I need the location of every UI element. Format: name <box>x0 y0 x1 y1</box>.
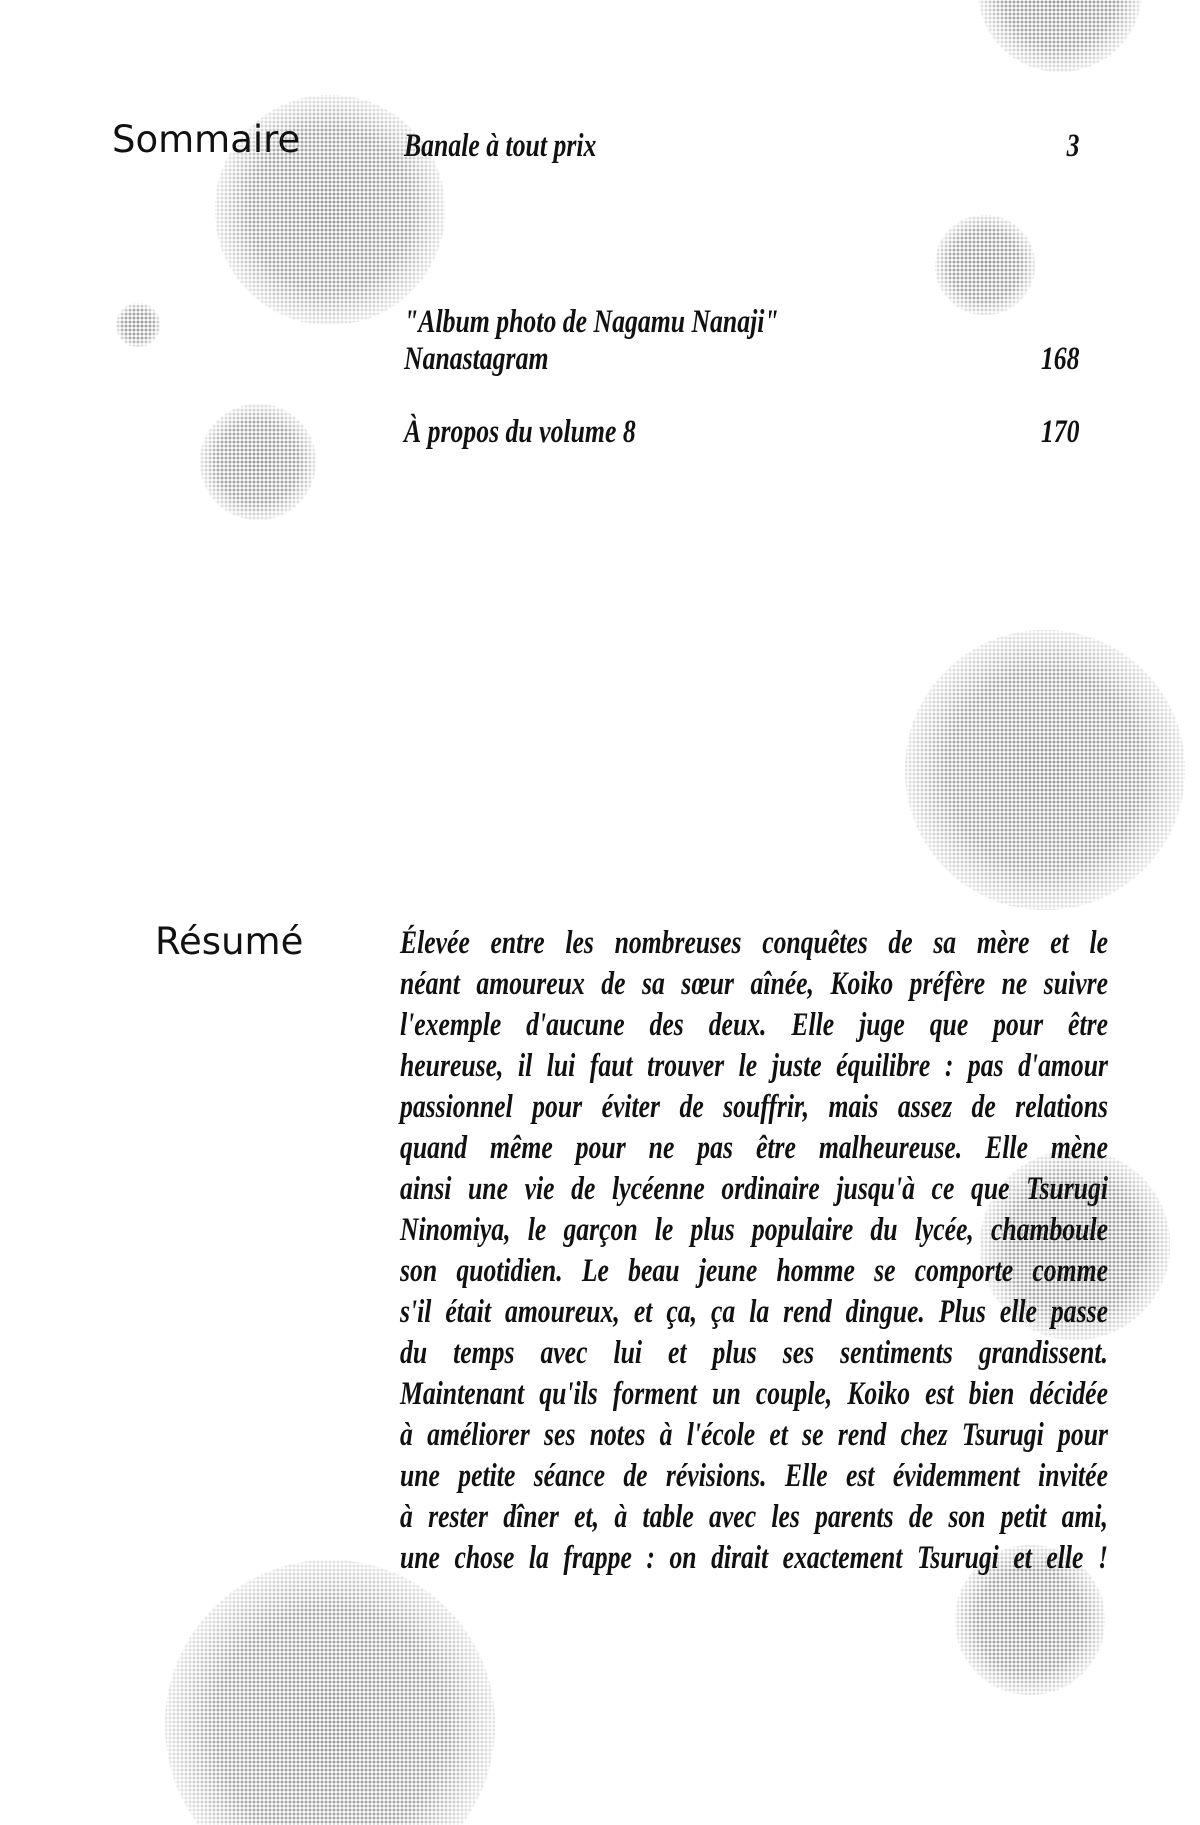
resume-line-3: l'exemple d'aucune des deux. Elle juge que pour être <box>400 1007 1108 1043</box>
resume-line-8: Ninomiya, le garçon le plus populaire du lycée, chamboule <box>400 1212 1108 1248</box>
resume-line-10: s'il était amoureux, et ça, ça la rend dingue. Plus elle passe <box>400 1294 1108 1330</box>
toc-entry-2-title-line1: "Album photo de Nagamu Nanaji" <box>404 304 779 340</box>
resume-line-4: heureuse, il lui faut trouver le juste équilibre : pas d'amour <box>400 1048 1108 1084</box>
resume-line-14: une petite séance de révisions. Elle est évidemment invitée <box>400 1458 1108 1494</box>
sommaire-heading: Sommaire <box>112 118 301 161</box>
toc-entry-2-title-line2: Nanastagram <box>404 341 549 377</box>
toc-entry-1-title: Banale à tout prix <box>404 128 597 164</box>
resume-line-2: néant amoureux de sa sœur aînée, Koiko préfère ne suivre <box>400 966 1108 1002</box>
resume-line-13: à améliorer ses notes à l'école et se rend chez Tsurugi pour <box>400 1417 1108 1453</box>
resume-line-12: Maintenant qu'ils forment un couple, Koiko est bien décidée <box>400 1376 1108 1412</box>
resume-line-1: Élevée entre les nombreuses conquêtes de sa mère et le <box>400 925 1108 961</box>
toc-entry-3-title: À propos du volume 8 <box>404 414 636 450</box>
resume-line-5: passionnel pour éviter de souffrir, mais assez de relations <box>400 1089 1108 1125</box>
resume-line-6: quand même pour ne pas être malheureuse. Elle mène <box>400 1130 1108 1166</box>
resume-line-7: ainsi une vie de lycéenne ordinaire jusqu'à ce que Tsurugi <box>400 1171 1108 1207</box>
toc-entry-2-page: 168 <box>1040 341 1079 377</box>
resume-line-9: son quotidien. Le beau jeune homme se comporte comme <box>400 1253 1108 1289</box>
resume-heading: Résumé <box>155 920 304 963</box>
toc-entry-1-page: 3 <box>1066 128 1079 164</box>
resume-text <box>400 923 1108 1579</box>
resume-line-16: une chose la frappe : on dirait exactement Tsurugi et elle ! <box>400 1540 1108 1576</box>
toc-entry-3-page: 170 <box>1040 414 1079 450</box>
resume-line-11: du temps avec lui et plus ses sentiments grandissent. <box>400 1335 1108 1371</box>
resume-line-15: à rester dîner et, à table avec les parents de son petit ami, <box>400 1499 1108 1535</box>
